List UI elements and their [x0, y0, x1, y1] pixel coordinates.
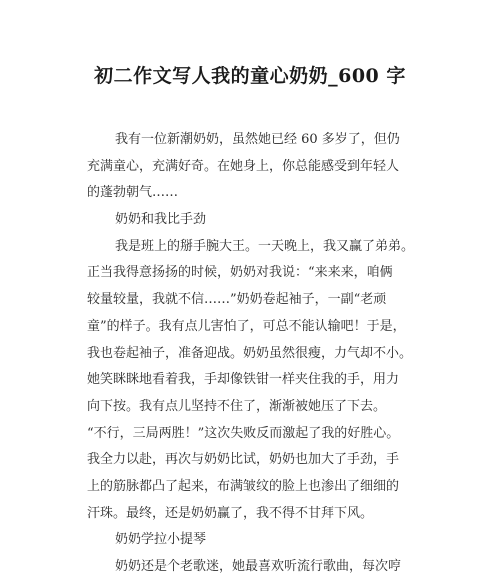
section-heading: 奶奶学拉小提琴 — [115, 532, 207, 548]
paragraph-line: 向下按。我有点儿坚持不住了，渐渐被她压了下去。 — [87, 398, 387, 414]
paragraph-line: 较量较量，我就不信……”奶奶卷起袖子，一副“老顽 — [87, 292, 387, 308]
paragraph-line: 我全力以赴，再次与奶奶比试，奶奶也加大了手劲，手 — [87, 452, 400, 468]
paragraph-line: 童”的样子。我有点儿害怕了，可总不能认输吧！于是， — [87, 318, 406, 334]
paragraph-line: 奶奶还是个老歌迷，她最喜欢听流行歌曲，每次哼 — [115, 559, 402, 574]
paragraph-line: “不行，三局两胜！”这次失败反而激起了我的好胜心。 — [87, 425, 400, 441]
document-body — [87, 127, 427, 581]
paragraph-line: 我有一位新潮奶奶，虽然她已经 60 多岁了，但仍 — [115, 132, 400, 147]
paragraph-line: 充满童心，充满好奇。在她身上，你总能感受到年轻人 — [87, 158, 400, 174]
paragraph-line: 我也卷起袖子，准备迎战。奶奶虽然很瘦，力气却不小。 — [87, 345, 413, 361]
paragraph-line: 上的筋脉都凸了起来，布满皱纹的脸上也渗出了细细的 — [87, 478, 400, 494]
paragraph-line: 的蓬勃朝气…… — [87, 185, 179, 201]
paragraph-line: 她笑眯眯地看着我，手却像铁钳一样夹住我的手，用力 — [87, 372, 400, 388]
section-heading: 奶奶和我比手劲 — [115, 212, 207, 228]
paragraph-line: 我是班上的掰手腕大王。一天晚上，我又赢了弟弟。 — [115, 238, 415, 254]
paragraph-line: 正当我得意扬扬的时候，奶奶对我说：“来来来，咱俩 — [87, 265, 393, 281]
paragraph-line: 汗珠。最终，还是奶奶赢了，我不得不甘拜下风。 — [87, 505, 374, 521]
document-title: 初二作文写人我的童心奶奶_600 字 — [94, 65, 406, 87]
